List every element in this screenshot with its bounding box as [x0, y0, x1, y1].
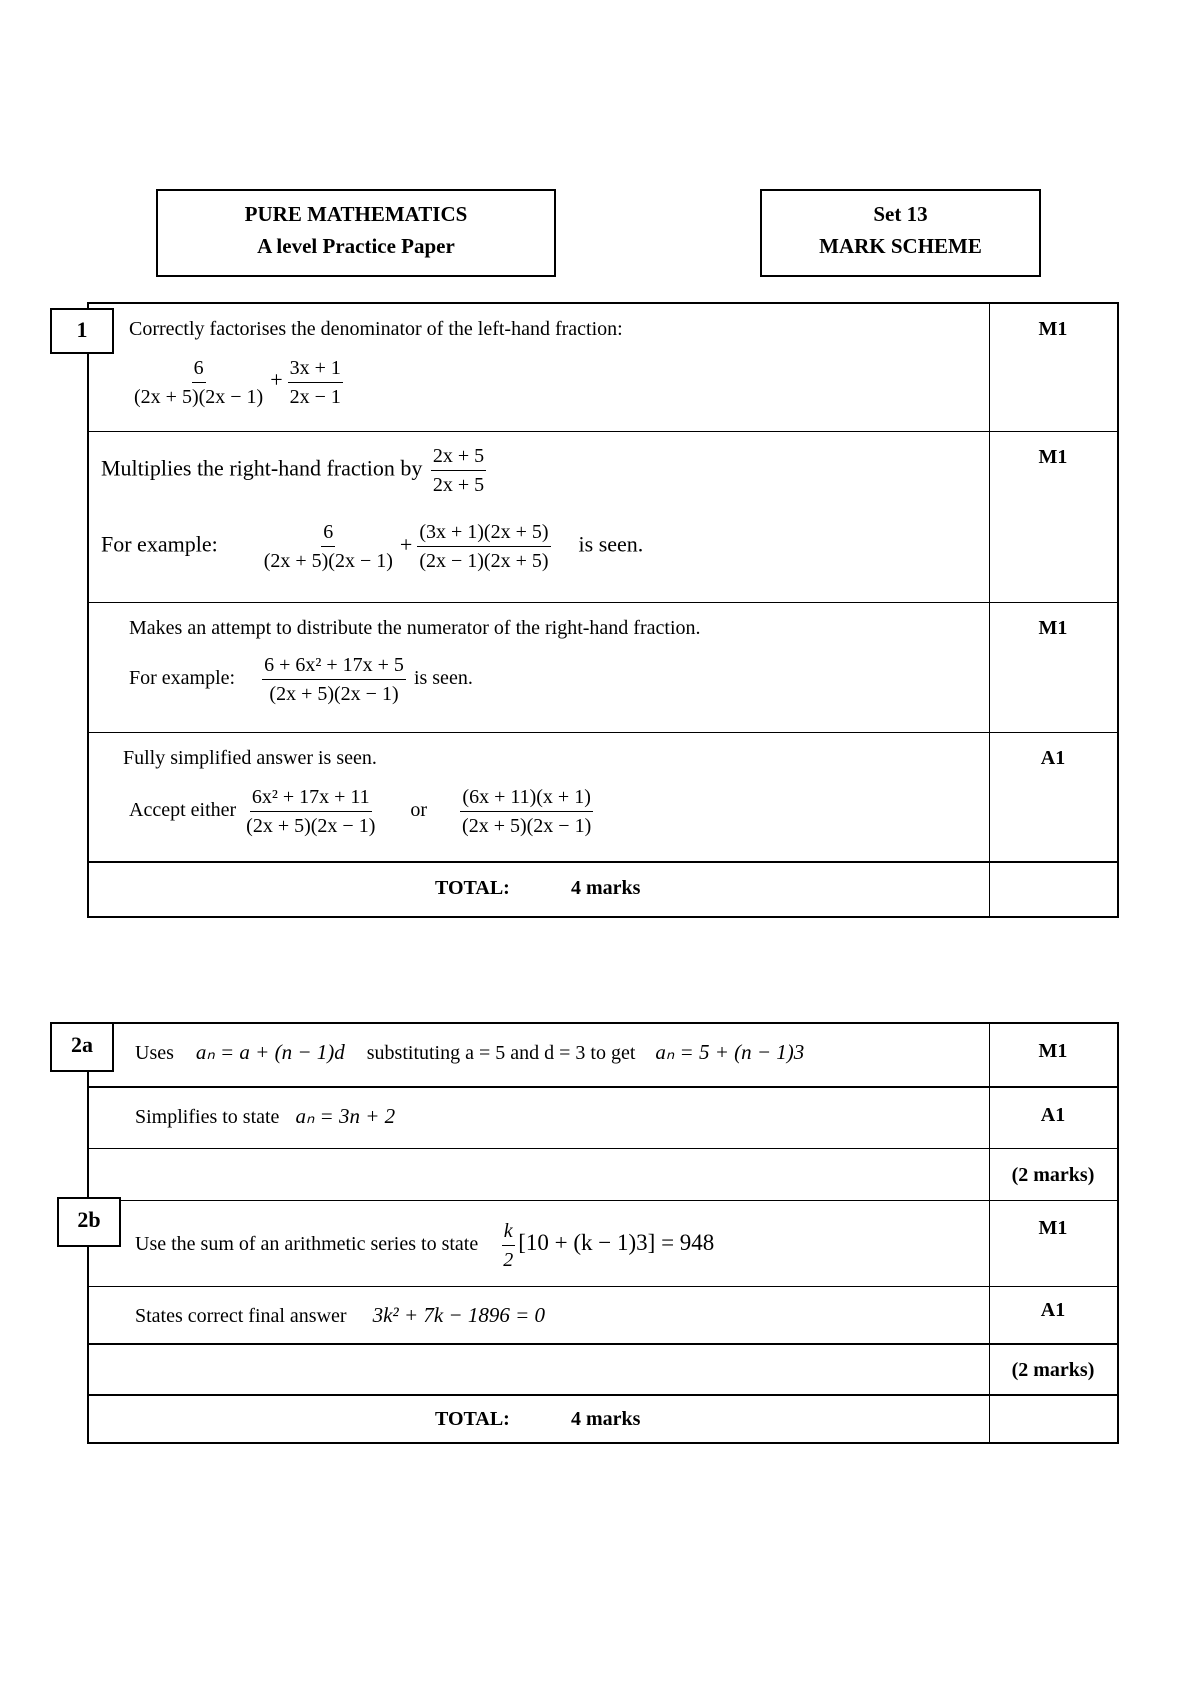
q1-row2-text	[101, 444, 489, 497]
denominator: (2x + 5)(2x − 1)	[269, 683, 399, 705]
numerator: 3x + 1	[288, 356, 343, 383]
total-label: TOTAL:	[435, 877, 510, 899]
mark-code: M1	[1038, 318, 1068, 340]
q1-row-factorise	[89, 304, 1117, 432]
numerator: 6 + 6x² + 17x + 5	[262, 653, 406, 680]
fraction	[431, 444, 486, 497]
fraction	[262, 653, 406, 706]
accept-label: Accept either	[129, 799, 237, 822]
example-label: For example:	[129, 667, 236, 690]
q2b-row-sum	[89, 1201, 1117, 1287]
numerator: 6x² + 17x + 11	[250, 785, 372, 812]
numerator: 2x + 5	[431, 444, 486, 471]
mark-code: M1	[1038, 446, 1068, 468]
question-2-table	[87, 1022, 1119, 1444]
denominator: (2x − 1)(2x + 5)	[419, 550, 549, 572]
paper-subtitle: A level Practice Paper	[257, 234, 455, 258]
q1-row2-example	[101, 520, 643, 573]
instruction-text: Simplifies to state	[135, 1106, 280, 1128]
q2b-row1-content	[135, 1219, 714, 1272]
numerator: (3x + 1)(2x + 5)	[417, 520, 550, 547]
total-label: TOTAL:	[435, 1408, 510, 1430]
substitution-text: substituting a = 5 and d = 3 to get	[366, 1042, 636, 1064]
example-label: For example:	[101, 531, 218, 557]
sum-expression: [10 + (k − 1)3] = 948	[518, 1230, 715, 1256]
q2a-row2-content	[135, 1104, 395, 1129]
numerator: 6	[321, 520, 335, 547]
paper-title-box	[156, 189, 556, 277]
set-number: Set 13	[873, 202, 928, 226]
fraction	[460, 785, 593, 838]
mark-code: A1	[1040, 1104, 1066, 1126]
q1-row4-answers	[129, 785, 596, 838]
denominator: 2	[503, 1249, 514, 1271]
q1-row-simplified	[89, 733, 1117, 863]
mark-scheme-box	[760, 189, 1041, 277]
instruction-text: Use the sum of an arithmetic series to state	[135, 1233, 479, 1256]
fraction	[501, 1219, 515, 1272]
denominator: (2x + 5)(2x − 1)	[263, 550, 393, 572]
numerator: k	[502, 1219, 515, 1246]
fraction	[288, 356, 343, 409]
question-1-table	[87, 302, 1119, 918]
uses-text: Uses	[135, 1042, 174, 1064]
plus-sign: +	[270, 367, 283, 393]
denominator: 2x + 5	[432, 474, 485, 496]
subtotal-marks: (2 marks)	[1011, 1164, 1095, 1186]
instruction-text: States correct final answer	[135, 1305, 347, 1327]
q2b-subtotal-row	[89, 1345, 1117, 1396]
q2-total-row	[89, 1396, 1117, 1444]
instruction-text: Multiplies the right-hand fraction by	[101, 455, 423, 481]
seen-text: is seen.	[578, 531, 644, 557]
q2a-row1-content	[135, 1040, 804, 1065]
q2b-row-final	[89, 1287, 1117, 1345]
subtotal-marks: (2 marks)	[1011, 1359, 1095, 1381]
q1-row4-text: Fully simplified answer is seen.	[123, 747, 377, 769]
q1-row3-example	[129, 653, 473, 706]
denominator: (2x + 5)(2x − 1)	[134, 386, 264, 408]
total-value: 4 marks	[571, 877, 641, 899]
total-value: 4 marks	[571, 1408, 641, 1430]
q1-row1-text: Correctly factorises the denominator of the left-hand fraction:	[129, 318, 623, 340]
numerator: (6x + 11)(x + 1)	[460, 785, 592, 812]
fraction	[262, 520, 395, 573]
q1-total-row	[89, 863, 1117, 916]
denominator: 2x − 1	[289, 386, 341, 408]
q2a-row-simplify	[89, 1088, 1117, 1149]
fraction	[244, 785, 377, 838]
question-number-2a: 2a	[50, 1022, 114, 1072]
q1-row-distribute	[89, 603, 1117, 733]
simplified-formula: aₙ = 3n + 2	[295, 1104, 396, 1128]
seen-text: is seen.	[413, 667, 473, 690]
or-text: or	[410, 799, 428, 822]
subject-title: PURE MATHEMATICS	[244, 202, 468, 226]
q2a-subtotal-row	[89, 1149, 1117, 1201]
question-number-1: 1	[50, 308, 114, 354]
substituted-formula: aₙ = 5 + (n − 1)3	[655, 1040, 805, 1064]
scheme-title: MARK SCHEME	[819, 234, 982, 258]
mark-code: M1	[1038, 1040, 1068, 1062]
q2b-row2-content	[135, 1303, 545, 1328]
q1-row-multiply	[89, 432, 1117, 603]
q1-row3-text: Makes an attempt to distribute the numerator of the right-hand fraction.	[129, 617, 701, 639]
fraction	[132, 356, 265, 409]
q2a-row-formula	[89, 1024, 1117, 1088]
nth-term-formula: aₙ = a + (n − 1)d	[195, 1040, 345, 1064]
final-answer: 3k² + 7k − 1896 = 0	[372, 1303, 546, 1327]
question-number-2b: 2b	[57, 1197, 121, 1247]
fraction	[417, 520, 550, 573]
denominator: (2x + 5)(2x − 1)	[246, 815, 376, 837]
plus-sign: +	[399, 531, 413, 557]
mark-code: M1	[1038, 617, 1068, 639]
denominator: (2x + 5)(2x − 1)	[462, 815, 592, 837]
mark-code: A1	[1040, 1299, 1066, 1321]
q1-row1-expression	[129, 356, 346, 409]
mark-code: M1	[1038, 1217, 1068, 1239]
mark-code: A1	[1040, 747, 1066, 769]
numerator: 6	[192, 356, 206, 383]
